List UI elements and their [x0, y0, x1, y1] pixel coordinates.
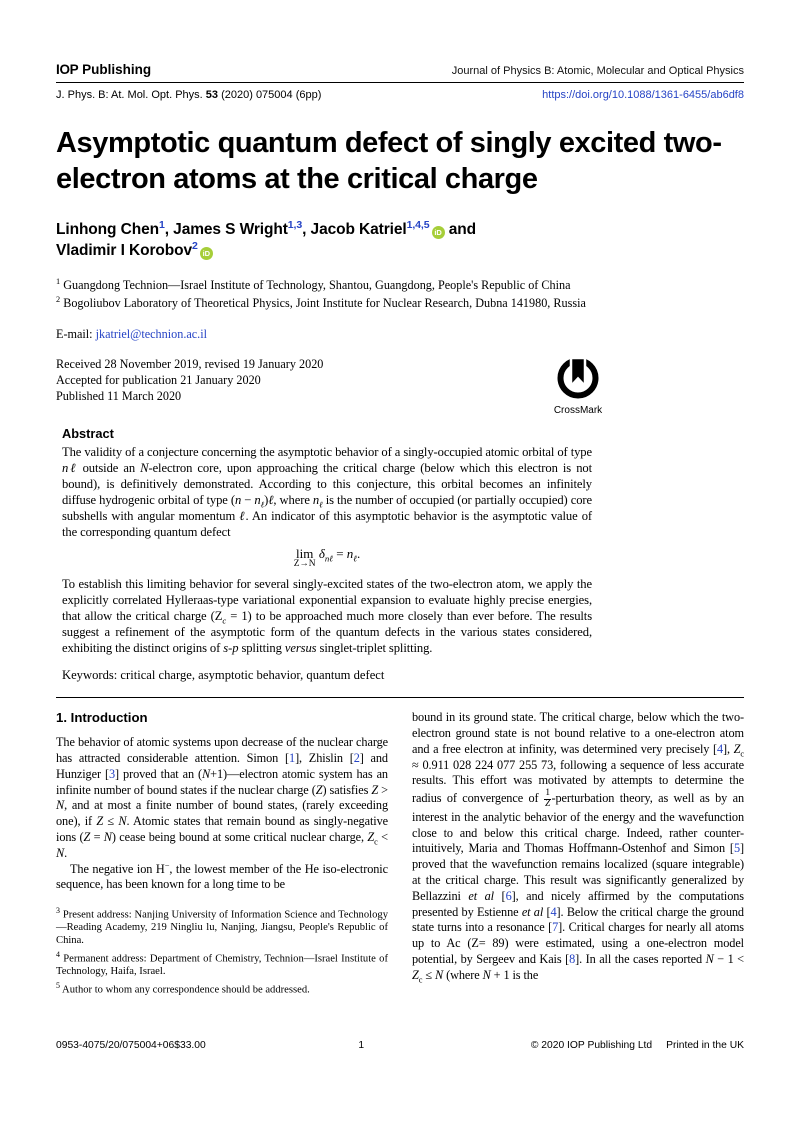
- footnotes: [56, 905, 388, 997]
- intro-paragraph-continued: bound in its ground state. The critical charge, below which the two-electron ground state is not bound relative to a one-electron atom and a free electron at infinity, was determined very precisely [4], $Z_c \approx 0.911$ 028 224 077 255 73, following a sequence of less accurate results. This effort was motivated by attempts to determine the radius of convergence of $\frac{1}{Z}$ -perturbation theory, as well as by an interest in the analytic behavior of the energy and the wavefunction close to and below this critical charge. Indeed, rather counter-intuitively, Maria and Thomas Hoffmann-Ostenhof and Simon [5] proved that the wavefunction remains localized (square integrable) at the critical charge. This result was significantly generalized by Bellazzini et al [6], and nicely affirmed by the computations presented by Estienne et al [4]. Below the critical charge the ground state turns into a resonance [7]. Critical charges for nearly all atoms up to Ac (Z= 89) were estimated, using a one-electron model potential, by Sergeev and Kais [8]. In all the cases reported $N - 1 < Z_c \le N$ (where N + 1 is the: [412, 710, 744, 985]
- quantum-defect-equation: lim Z→N $\delta_{n\ell} = n_\ell$.: [293, 545, 361, 570]
- email-line: [56, 327, 744, 342]
- reference-citation[interactable]: 8: [569, 951, 576, 966]
- footnote-3: [56, 905, 388, 948]
- abstract-paragraph-2: To establish this limiting behavior for several singly-excited states of the two-electron atom, we apply the explicitly correlated Hylleraas-type variational exponential expansion to evaluate highly precise energies, that allow the critical charge $(Z_c = 1)$ to be approached much more closely than ever before. The results suggest a refinement of the asymptotic form of the quantum defects in the various states considered, exhibiting the distinct origins of s-p splitting versus singlet-triplet splitting.: [62, 577, 592, 656]
- page-number: 1: [358, 1040, 365, 1051]
- doi-link[interactable]: https://doi.org/10.1088/1361-6455/ab6df8: [542, 89, 744, 101]
- footnote-5: [56, 980, 388, 997]
- publisher-name: Publishing: [78, 62, 152, 77]
- article-dates: [56, 356, 323, 404]
- email-link[interactable]: jkatriel@technion.ac.il: [95, 326, 207, 341]
- footnote-text: Author to whom any correspondence should be addressed.: [62, 984, 310, 996]
- inline-fraction: $\frac{1}{Z}$: [545, 788, 551, 809]
- left-column: [56, 710, 388, 998]
- author-list: Linhong Chen$^1$, James S Wright$^{1,3}$, Jacob Katriel$^{1,4,5}$iD and Vladimir I Korobov$^2$iD: [56, 218, 476, 259]
- accepted-date: Accepted for publication 21 January 2020: [56, 372, 261, 387]
- affiliation-marker: 1: [56, 277, 61, 286]
- section-heading-introduction: 1. Introduction: [56, 710, 148, 726]
- reference-citation[interactable]: 7: [552, 920, 559, 935]
- two-column-body: [56, 710, 744, 998]
- masthead-rule: [56, 82, 744, 83]
- limit-operator: lim Z→N: [293, 545, 316, 570]
- reference-citation[interactable]: 6: [505, 888, 512, 903]
- affiliation-marker: 2: [56, 294, 61, 304]
- affiliation-text: Guangdong Technion—Israel Institute of Technology, Shantou, Guangdong, People's Republic of China: [63, 278, 571, 293]
- article-title: Asymptotic quantum defect of singly excited two-electron atoms at the critical charge: [56, 127, 722, 195]
- affiliations: [56, 275, 744, 311]
- copyright-text: © 2020 IOP Publishing Ltd: [530, 1040, 653, 1051]
- citation-line: J. Phys. B: At. Mol. Opt. Phys. 53 (2020) 075004 (6pp): [56, 89, 322, 101]
- reference-citation[interactable]: 4: [550, 904, 557, 919]
- intro-paragraph-2: The negative ion H−, the lowest member of the He iso-electronic sequence, has been known for a long time to be: [56, 860, 388, 892]
- iop-publishing-logo: [56, 62, 151, 77]
- masthead: [56, 62, 744, 101]
- abstract-section: [62, 426, 592, 683]
- footnote-text: Permanent address: Department of Chemistry, Technion—Israel Institute of Technology, Haifa, Israel.: [56, 953, 388, 978]
- published-date: Published 11 March 2020: [56, 388, 182, 403]
- footnote-marker: 5: [56, 981, 60, 991]
- footnote-marker: 4: [56, 950, 60, 960]
- footnote-text: Present address: Nanjing University of Information Science and Technology—Reading Academy, 219 Ningliu lu, Nanjing, Jiangsu, People's Republic of China.: [56, 909, 388, 947]
- abstract-heading: Abstract: [62, 425, 114, 441]
- copyright-line: [517, 1040, 744, 1051]
- affiliation-1: [56, 275, 744, 293]
- affiliation-text: Bogoliubov Laboratory of Theoretical Physics, Joint Institute for Nuclear Research, Dubna 141980, Russia: [63, 295, 586, 310]
- received-date: Received 28 November 2019, revised 19 January 2020: [56, 356, 324, 371]
- reference-citation[interactable]: 1: [289, 750, 296, 765]
- abstract-paragraph-1: The validity of a conjecture concerning the asymptotic behavior of a singly-occupied atomic orbital of type nℓ outside an N-electron core, upon approaching the critical charge (below which this electron is not bound), is definitively demonstrated. According to this conjecture, this orbital becomes an infinitely diffuse hydrogenic orbital of type $(n - n_\ell)\ell$, where $n_\ell$ is the number of occupied (or partially occupied) core subshells with angular momentum ℓ. An indicator of this asymptotic behavior is the asymptotic value of the corresponding quantum defect: [62, 444, 592, 539]
- page-footer: [56, 1040, 744, 1051]
- reference-citation[interactable]: 5: [733, 841, 740, 856]
- issn-price-code: 0953-4075/20/075004+06$33.00: [56, 1040, 206, 1051]
- intro-paragraph-1: The behavior of atomic systems upon decrease of the nuclear charge has attracted considerable attention. Simon [1], Zhislin [2] and Hunziger [3] proved that an (N+1)—electron atomic system has an infinite number of bound states if the nuclear charge (Z) satisfies Z > N, and at most a finite number of bound states, (rarely exceeding one), if Z ≤ N. Atomic states that remain bound as singly-negative ions (Z = N) cease being bound at some critical nuclear charge, $Z_c < N$.: [56, 735, 389, 860]
- crossmark-label: CrossMark: [553, 404, 603, 416]
- affiliation-2: [56, 293, 744, 311]
- keywords-line: Keywords: critical charge, asymptotic behavior, quantum defect: [62, 668, 385, 683]
- printed-text: Printed in the UK: [666, 1040, 744, 1051]
- journal-name: Journal of Physics B: Atomic, Molecular and Optical Physics: [451, 65, 744, 77]
- orcid-icon[interactable]: iD: [432, 226, 445, 239]
- email-label: E-mail:: [56, 326, 96, 341]
- right-column: [412, 710, 744, 998]
- crossmark-icon: [550, 387, 606, 404]
- crossmark-button[interactable]: [550, 356, 606, 416]
- iop-logo-text: IOP: [56, 62, 79, 77]
- footnote-marker: 3: [56, 906, 60, 916]
- reference-citation[interactable]: 4: [716, 741, 724, 756]
- reference-citation[interactable]: 2: [353, 750, 360, 765]
- reference-citation[interactable]: 3: [108, 766, 116, 781]
- orcid-icon[interactable]: iD: [200, 247, 213, 260]
- section-divider-rule: [56, 697, 744, 698]
- footnote-4: [56, 949, 388, 979]
